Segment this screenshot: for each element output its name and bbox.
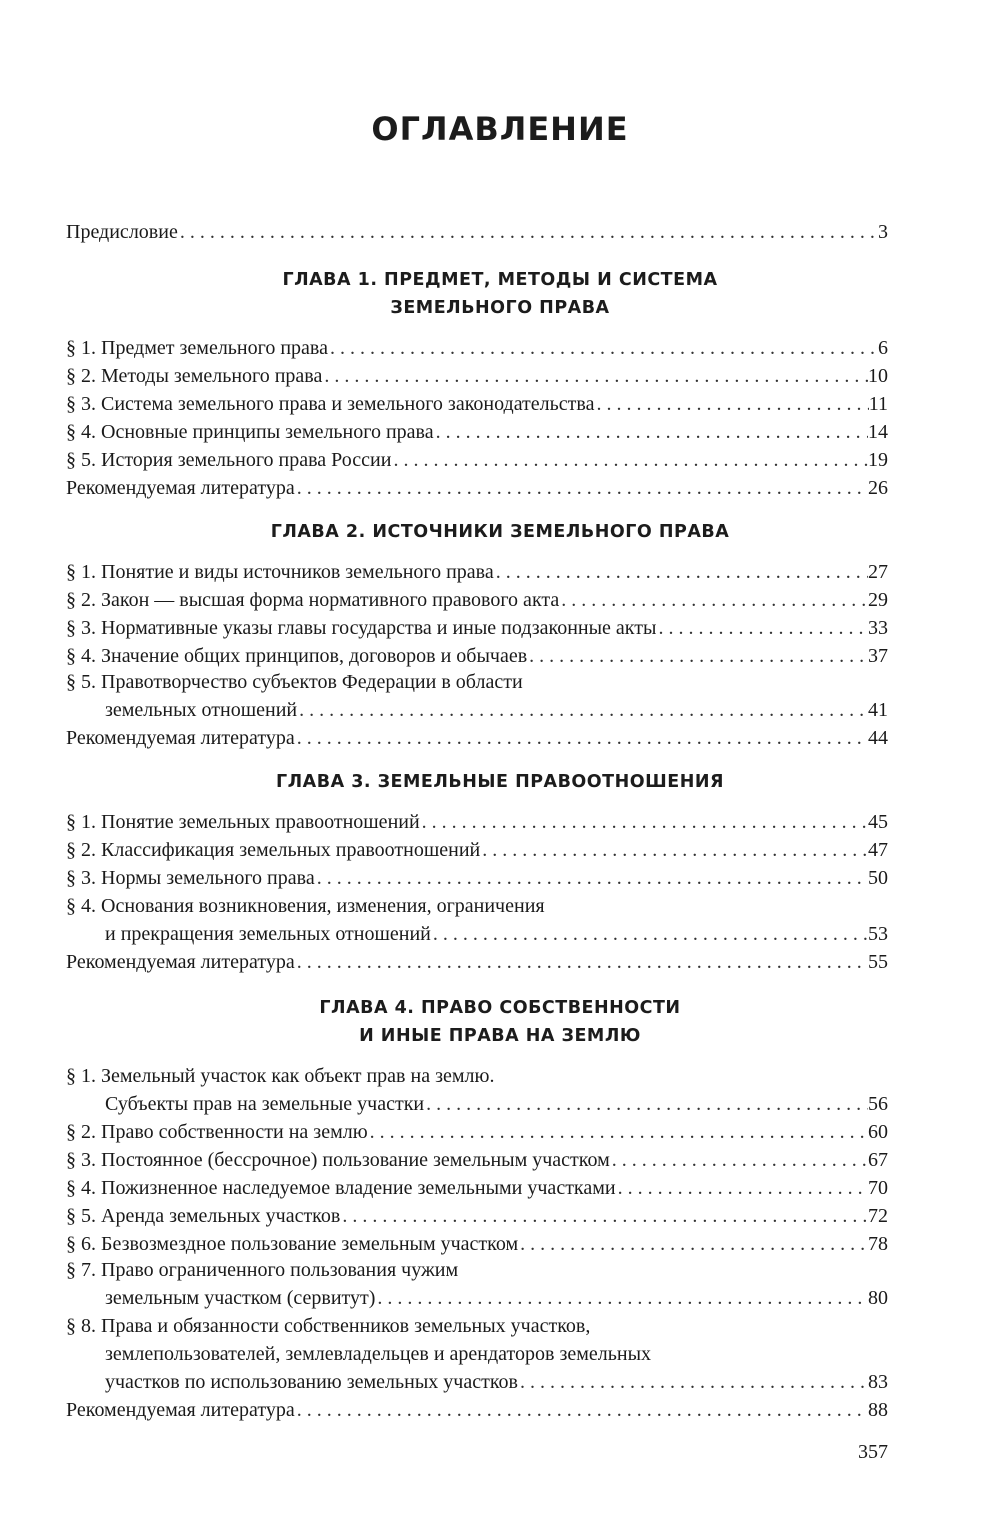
toc-entry xyxy=(66,808,888,836)
entry-page: 72 xyxy=(868,1205,888,1227)
chapter-4-heading-line-1: ГЛАВА 4. ПРАВО СОБСТВЕННОСТИ xyxy=(319,998,681,1018)
leader-dots xyxy=(494,558,868,586)
entry-text-line-1: § 4. Основания возникновения, изменения, ограничения xyxy=(66,895,545,917)
entry-text: Рекомендуемая литература xyxy=(66,727,295,749)
entry-page: 26 xyxy=(868,477,888,499)
entry-page: 70 xyxy=(868,1177,888,1199)
leader-dots xyxy=(295,948,868,976)
leader-dots xyxy=(297,696,868,724)
entry-page: 88 xyxy=(868,1399,888,1421)
entry-page: 11 xyxy=(868,393,888,415)
entry-text-line-1: § 1. Земельный участок как объект прав на землю. xyxy=(66,1065,495,1087)
entry-page: 45 xyxy=(868,811,888,833)
toc-entry xyxy=(66,1118,888,1146)
leader-dots xyxy=(434,418,868,446)
entry-text: § 5. Аренда земельных участков xyxy=(66,1205,341,1227)
entry-page: 29 xyxy=(868,589,888,611)
entry-page: 55 xyxy=(868,951,888,973)
toc-entry xyxy=(66,864,888,892)
entry-page: 44 xyxy=(868,727,888,749)
entry-text: § 2. Классификация земельных правоотношений xyxy=(66,839,481,861)
toc-entry xyxy=(66,614,888,642)
toc-entry xyxy=(66,446,888,474)
entry-text: § 2. Право собственности на землю xyxy=(66,1121,368,1143)
entry-text-line-1: § 7. Право ограниченного пользования чужим xyxy=(66,1259,459,1281)
toc-entry xyxy=(66,1174,888,1202)
toc-entry-literature xyxy=(66,474,888,502)
entry-text: и прекращения земельных отношений xyxy=(105,923,431,945)
entry-text: Рекомендуемая литература xyxy=(66,1399,295,1421)
entry-text: § 2. Закон — высшая форма нормативного правового акта xyxy=(66,589,560,611)
leader-dots xyxy=(315,864,868,892)
leader-dots xyxy=(431,920,868,948)
toc-entry-literature xyxy=(66,948,888,976)
entry-page: 41 xyxy=(868,699,888,721)
leader-dots xyxy=(420,808,868,836)
entry-page: 19 xyxy=(868,449,888,471)
entry-text-line-1: § 8. Права и обязанности собственников земельных участков, xyxy=(66,1315,591,1337)
entry-text: Субъекты прав на земельные участки xyxy=(105,1093,425,1115)
entry-page: 27 xyxy=(868,561,888,583)
leader-dots xyxy=(518,1368,868,1396)
leader-dots xyxy=(375,1284,868,1312)
page-number: 357 xyxy=(858,1441,888,1463)
toc-entry xyxy=(66,1230,888,1258)
toc-entry-literature xyxy=(66,1396,888,1424)
leader-dots xyxy=(295,474,868,502)
leader-dots xyxy=(480,836,868,864)
toc-entry xyxy=(66,362,888,390)
entry-text: § 2. Методы земельного права xyxy=(66,365,323,387)
leader-dots xyxy=(340,1202,868,1230)
entry-text: земельным участком (сервитут) xyxy=(105,1287,376,1309)
chapter-4-heading-line-2: И ИНЫЕ ПРАВА НА ЗЕМЛЮ xyxy=(359,1026,641,1046)
chapter-3-heading: ГЛАВА 3. ЗЕМЕЛЬНЫЕ ПРАВООТНОШЕНИЯ xyxy=(276,772,724,792)
entry-text: Предисловие xyxy=(66,221,178,243)
leader-dots xyxy=(594,390,868,418)
toc-entry-continued xyxy=(105,1090,888,1118)
entry-text: участков по использованию земельных участков xyxy=(105,1371,518,1393)
leader-dots xyxy=(295,724,868,752)
toc-entry xyxy=(66,558,888,586)
entry-text-line-2: землепользователей, землевладельцев и арендаторов земельных xyxy=(105,1343,652,1365)
toc-entry-literature xyxy=(66,724,888,752)
leader-dots xyxy=(527,642,868,670)
entry-page: 3 xyxy=(878,221,888,243)
entry-text: § 4. Основные принципы земельного права xyxy=(66,421,434,443)
entry-text-line-1: § 5. Правотворчество субъектов Федерации в области xyxy=(66,671,523,693)
toc-entry xyxy=(66,586,888,614)
entry-page: 80 xyxy=(868,1287,888,1309)
chapter-1-heading-line-2: ЗЕМЕЛЬНОГО ПРАВА xyxy=(390,298,610,318)
chapter-2-heading: ГЛАВА 2. ИСТОЧНИКИ ЗЕМЕЛЬНОГО ПРАВА xyxy=(270,522,730,542)
entry-text: § 3. Постоянное (бессрочное) пользование земельным участком xyxy=(66,1149,610,1171)
toc-entry xyxy=(66,1202,888,1230)
entry-text: § 3. Нормы земельного права xyxy=(66,867,315,889)
entry-text: земельных отношений xyxy=(105,699,298,721)
chapter-1-heading-line-1: ГЛАВА 1. ПРЕДМЕТ, МЕТОДЫ И СИСТЕМА xyxy=(282,270,718,290)
entry-page: 78 xyxy=(868,1233,888,1255)
page-title: ОГЛАВЛЕНИЕ xyxy=(371,110,629,148)
toc-entry-continued xyxy=(105,1284,888,1312)
entry-page: 56 xyxy=(868,1093,888,1115)
leader-dots xyxy=(656,614,868,642)
entry-text: § 6. Безвозмездное пользование земельным участком xyxy=(66,1233,519,1255)
entry-page: 14 xyxy=(868,421,888,443)
leader-dots xyxy=(424,1090,868,1118)
entry-text: § 4. Пожизненное наследуемое владение земельными участками xyxy=(66,1177,616,1199)
leader-dots xyxy=(616,1174,868,1202)
entry-page: 53 xyxy=(868,923,888,945)
entry-page: 47 xyxy=(868,839,888,861)
entry-page: 37 xyxy=(868,645,888,667)
leader-dots xyxy=(178,218,878,246)
leader-dots xyxy=(391,446,868,474)
entry-page: 10 xyxy=(868,365,888,387)
toc-entry-preface xyxy=(66,218,888,246)
entry-text: § 1. Понятие земельных правоотношений xyxy=(66,811,420,833)
leader-dots xyxy=(295,1396,868,1424)
entry-text: Рекомендуемая литература xyxy=(66,951,295,973)
entry-page: 60 xyxy=(868,1121,888,1143)
entry-page: 33 xyxy=(868,617,888,639)
entry-page: 83 xyxy=(868,1371,888,1393)
entry-page: 6 xyxy=(878,337,888,359)
toc-entry-continued xyxy=(105,920,888,948)
leader-dots xyxy=(328,334,878,362)
leader-dots xyxy=(610,1146,868,1174)
entry-page: 50 xyxy=(868,867,888,889)
toc-entry xyxy=(66,418,888,446)
entry-text: § 1. Предмет земельного права xyxy=(66,337,328,359)
entry-text: § 5. История земельного права России xyxy=(66,449,392,471)
entry-text: § 3. Система земельного права и земельного законодательства xyxy=(66,393,595,415)
toc-entry xyxy=(66,836,888,864)
entry-text: § 3. Нормативные указы главы государства и иные подзаконные акты xyxy=(66,617,657,639)
toc-entry xyxy=(66,642,888,670)
toc-entry xyxy=(66,390,888,418)
leader-dots xyxy=(322,362,868,390)
entry-page: 67 xyxy=(868,1149,888,1171)
toc-entry-continued xyxy=(105,696,888,724)
entry-text: § 4. Значение общих принципов, договоров и обычаев xyxy=(66,645,528,667)
toc-entry xyxy=(66,334,888,362)
toc-entry xyxy=(66,1146,888,1174)
leader-dots xyxy=(559,586,868,614)
entry-text: § 1. Понятие и виды источников земельного права xyxy=(66,561,494,583)
leader-dots xyxy=(518,1230,868,1258)
leader-dots xyxy=(368,1118,868,1146)
entry-text: Рекомендуемая литература xyxy=(66,477,295,499)
toc-entry-continued xyxy=(105,1368,888,1396)
